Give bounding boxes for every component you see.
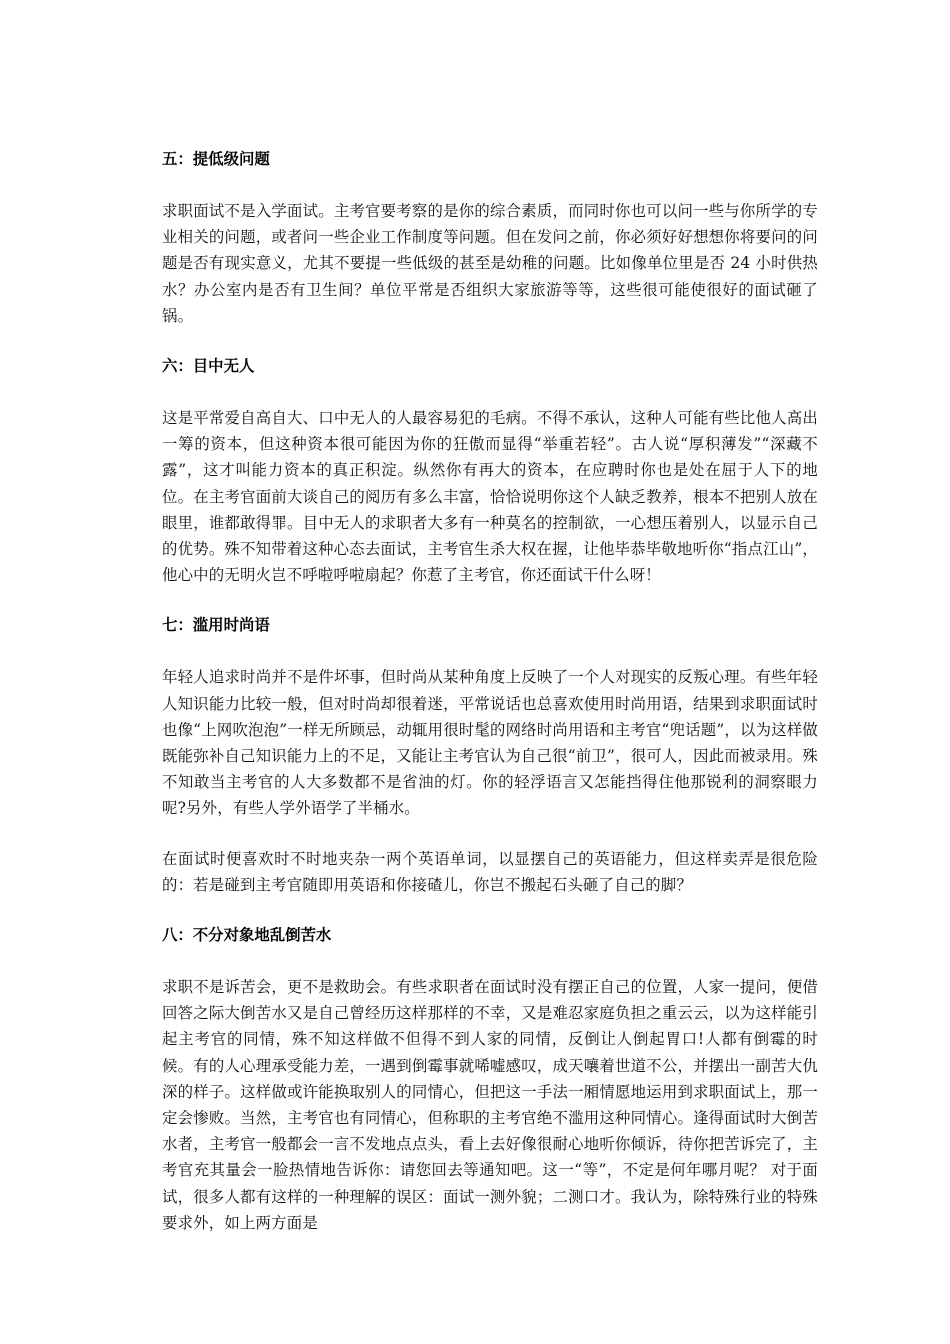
section-heading-5: 五：提低级问题 xyxy=(162,150,270,168)
section-7-paragraph-1: 年轻人追求时尚并不是件坏事，但时尚从某种角度上反映了一个人对现实的反叛心理。有些年轻人知识能力比较一般，但对时尚却很着迷，平常说话也总喜欢使用时尚用语，结果到求职面试时也像“上网吹泡泡”一样无所顾忌，动辄用很时髦的网络时尚用语和主考官“兜话题”，以为这样做既能弥补自己知识能力上的不足，又能让主考官认为自己很“前卫”，很可人，因此而被录用。殊不知敢当主考官的人大多数都不是省油的灯。你的轻浮语言又怎能挡得住他那锐利的洞察眼力呢?另外，有些人学外语学了半桶水。 xyxy=(162,668,818,818)
section-5-paragraph: 求职面试不是入学面试。主考官要考察的是你的综合素质，而同时你也可以问一些与你所学的专业相关的问题，或者问一些企业工作制度等问题。但在发问之前，你必须好好想想你将要问的问题是否有现实意义，尤其不要提一些低级的甚至是幼稚的问题。比如像单位里是否 24 小时供热水？办公室内是否有卫生间？单位平常是否组织大家旅游等等，这些很可能使很好的面试砸了锅。 xyxy=(162,202,818,325)
section-heading-6: 六：目中无人 xyxy=(162,357,255,376)
section-heading-8: 八：不分对象地乱倒苦水 xyxy=(162,926,332,945)
section-7-paragraph-2: 在面试时便喜欢时不时地夹杂一两个英语单词，以显摆自己的英语能力，但这样卖弄是很危险的：若是碰到主考官随即用英语和你接碴儿，你岂不搬起石头砸了自己的脚？ xyxy=(162,849,818,894)
section-6-paragraph: 这是平常爱自高自大、口中无人的人最容易犯的毛病。不得不承认，这种人可能有些比他人高出一筹的资本，但这种资本很可能因为你的狂傲而显得“举重若轻”。古人说“厚积薄发”“深藏不露”，这才叫能力资本的真正积淀。纵然你有再大的资本，在应聘时你也是处在屈于人下的地位。在主考官面前大谈自己的阅历有多么丰富，恰恰说明你这个人缺乏教养，根本不把别人放在眼里，谁都敢得罪。目中无人的求职者大多有一种莫名的控制欲，一心想压着别人，以显示自己的优势。殊不知带着这种心态去面试，主考官生杀大权在握，让他毕恭毕敬地听你“指点江山”，他心中的无明火岂不呼啦呼啦扇起？你惹了主考官，你还面试干什么呀！ xyxy=(162,409,818,585)
document-body xyxy=(162,146,818,1236)
section-8-paragraph: 求职不是诉苦会，更不是救助会。有些求职者在面试时没有摆正自己的位置，人家一提问，便借回答之际大倒苦水又是自己曾经历这样那样的不幸，又是难忍家庭负担之重云云，以为这样能引起主考官的同情，殊不知这样做不但得不到人家的同情，反倒让人倒起胃口!人都有倒霉的时候。有的人心理承受能力差，一遇到倒霉事就唏嘘感叹，成天嚷着世道不公，并摆出一副苦大仇深的样子。这样做或许能换取别人的同情心，但把这一手法一厢情愿地运用到求职面试上，那一定会惨败。当然，主考官也有同情心，但称职的主考官绝不滥用这种同情心。逢得面试时大倒苦水者，主考官一般都会一言不发地点点头，看上去好像很耐心地听你倾诉，待你把苦诉完了，主考官充其量会一脸热情地告诉你：请您回去等通知吧。这一“等”，不定是何年哪月呢？ 对于面试，很多人都有这样的一种理解的误区：面试一测外貌；二测口才。我认为，除特殊行业的特殊要求外，如上两方面是 xyxy=(162,978,818,1232)
section-heading-7: 七：滥用时尚语 xyxy=(162,616,270,635)
